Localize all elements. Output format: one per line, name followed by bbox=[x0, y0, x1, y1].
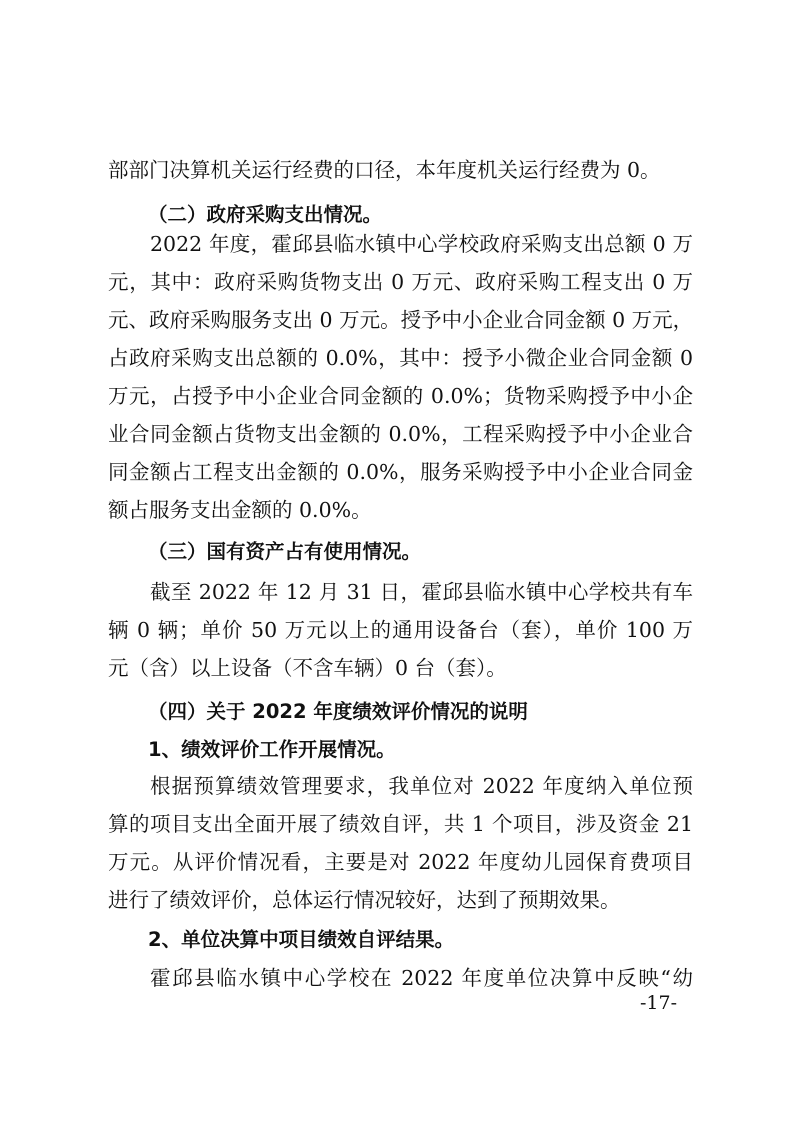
paragraph-line: 元（含）以上设备（不含车辆）0 台（套）。 bbox=[108, 656, 507, 680]
paragraph-line: 霍邱县临水镇中心学校在 2022 年度单位决算中反映“幼 bbox=[150, 966, 693, 990]
paragraph-line: 元、政府采购服务支出 0 万元。授予中小企业合同金额 0 万元， bbox=[108, 308, 694, 332]
paragraph-line: 额占服务支出金额的 0.0%。 bbox=[108, 498, 372, 522]
paragraph-line: 2022 年度，霍邱县临水镇中心学校政府采购支出总额 0 万 bbox=[150, 232, 693, 256]
section-heading-assets: （三）国有资产占有使用情况。 bbox=[148, 540, 422, 563]
paragraph-line: 元，其中：政府采购货物支出 0 万元、政府采购工程支出 0 万 bbox=[108, 270, 693, 294]
paragraph-line: 截至 2022 年 12 月 31 日，霍邱县临水镇中心学校共有车 bbox=[150, 580, 693, 604]
subheading-performance-work: 1、绩效评价工作开展情况。 bbox=[148, 738, 396, 761]
paragraph-line: 业合同金额占货物支出金额的 0.0%，工程采购授予中小企业合 bbox=[108, 422, 693, 446]
paragraph-line: 进行了绩效评价，总体运行情况较好，达到了预期效果。 bbox=[108, 888, 621, 912]
paragraph-line: 部部门决算机关运行经费的口径，本年度机关运行经费为 0。 bbox=[108, 158, 661, 182]
paragraph-line: 万元，占授予中小企业合同金额的 0.0%；货物采购授予中小企 bbox=[108, 384, 693, 408]
page-number: -17- bbox=[640, 992, 678, 1014]
paragraph-line: 算的项目支出全面开展了绩效自评，共 1 个项目，涉及资金 21 bbox=[108, 812, 693, 836]
section-heading-performance: （四）关于 2022 年度绩效评价情况的说明 bbox=[148, 700, 528, 723]
section-heading-procurement: （二）政府采购支出情况。 bbox=[148, 203, 383, 226]
paragraph-line: 同金额占工程支出金额的 0.0%，服务采购授予中小企业合同金 bbox=[108, 460, 693, 484]
paragraph-line: 辆 0 辆；单价 50 万元以上的通用设备台（套），单价 100 万 bbox=[108, 618, 693, 642]
subheading-self-evaluation: 2、单位决算中项目绩效自评结果。 bbox=[148, 928, 455, 951]
paragraph-line: 万元。从评价情况看，主要是对 2022 年度幼儿园保育费项目 bbox=[108, 850, 693, 874]
paragraph-line: 根据预算绩效管理要求，我单位对 2022 年度纳入单位预 bbox=[150, 774, 693, 798]
paragraph-line: 占政府采购支出总额的 0.0%，其中：授予小微企业合同金额 0 bbox=[108, 346, 693, 370]
